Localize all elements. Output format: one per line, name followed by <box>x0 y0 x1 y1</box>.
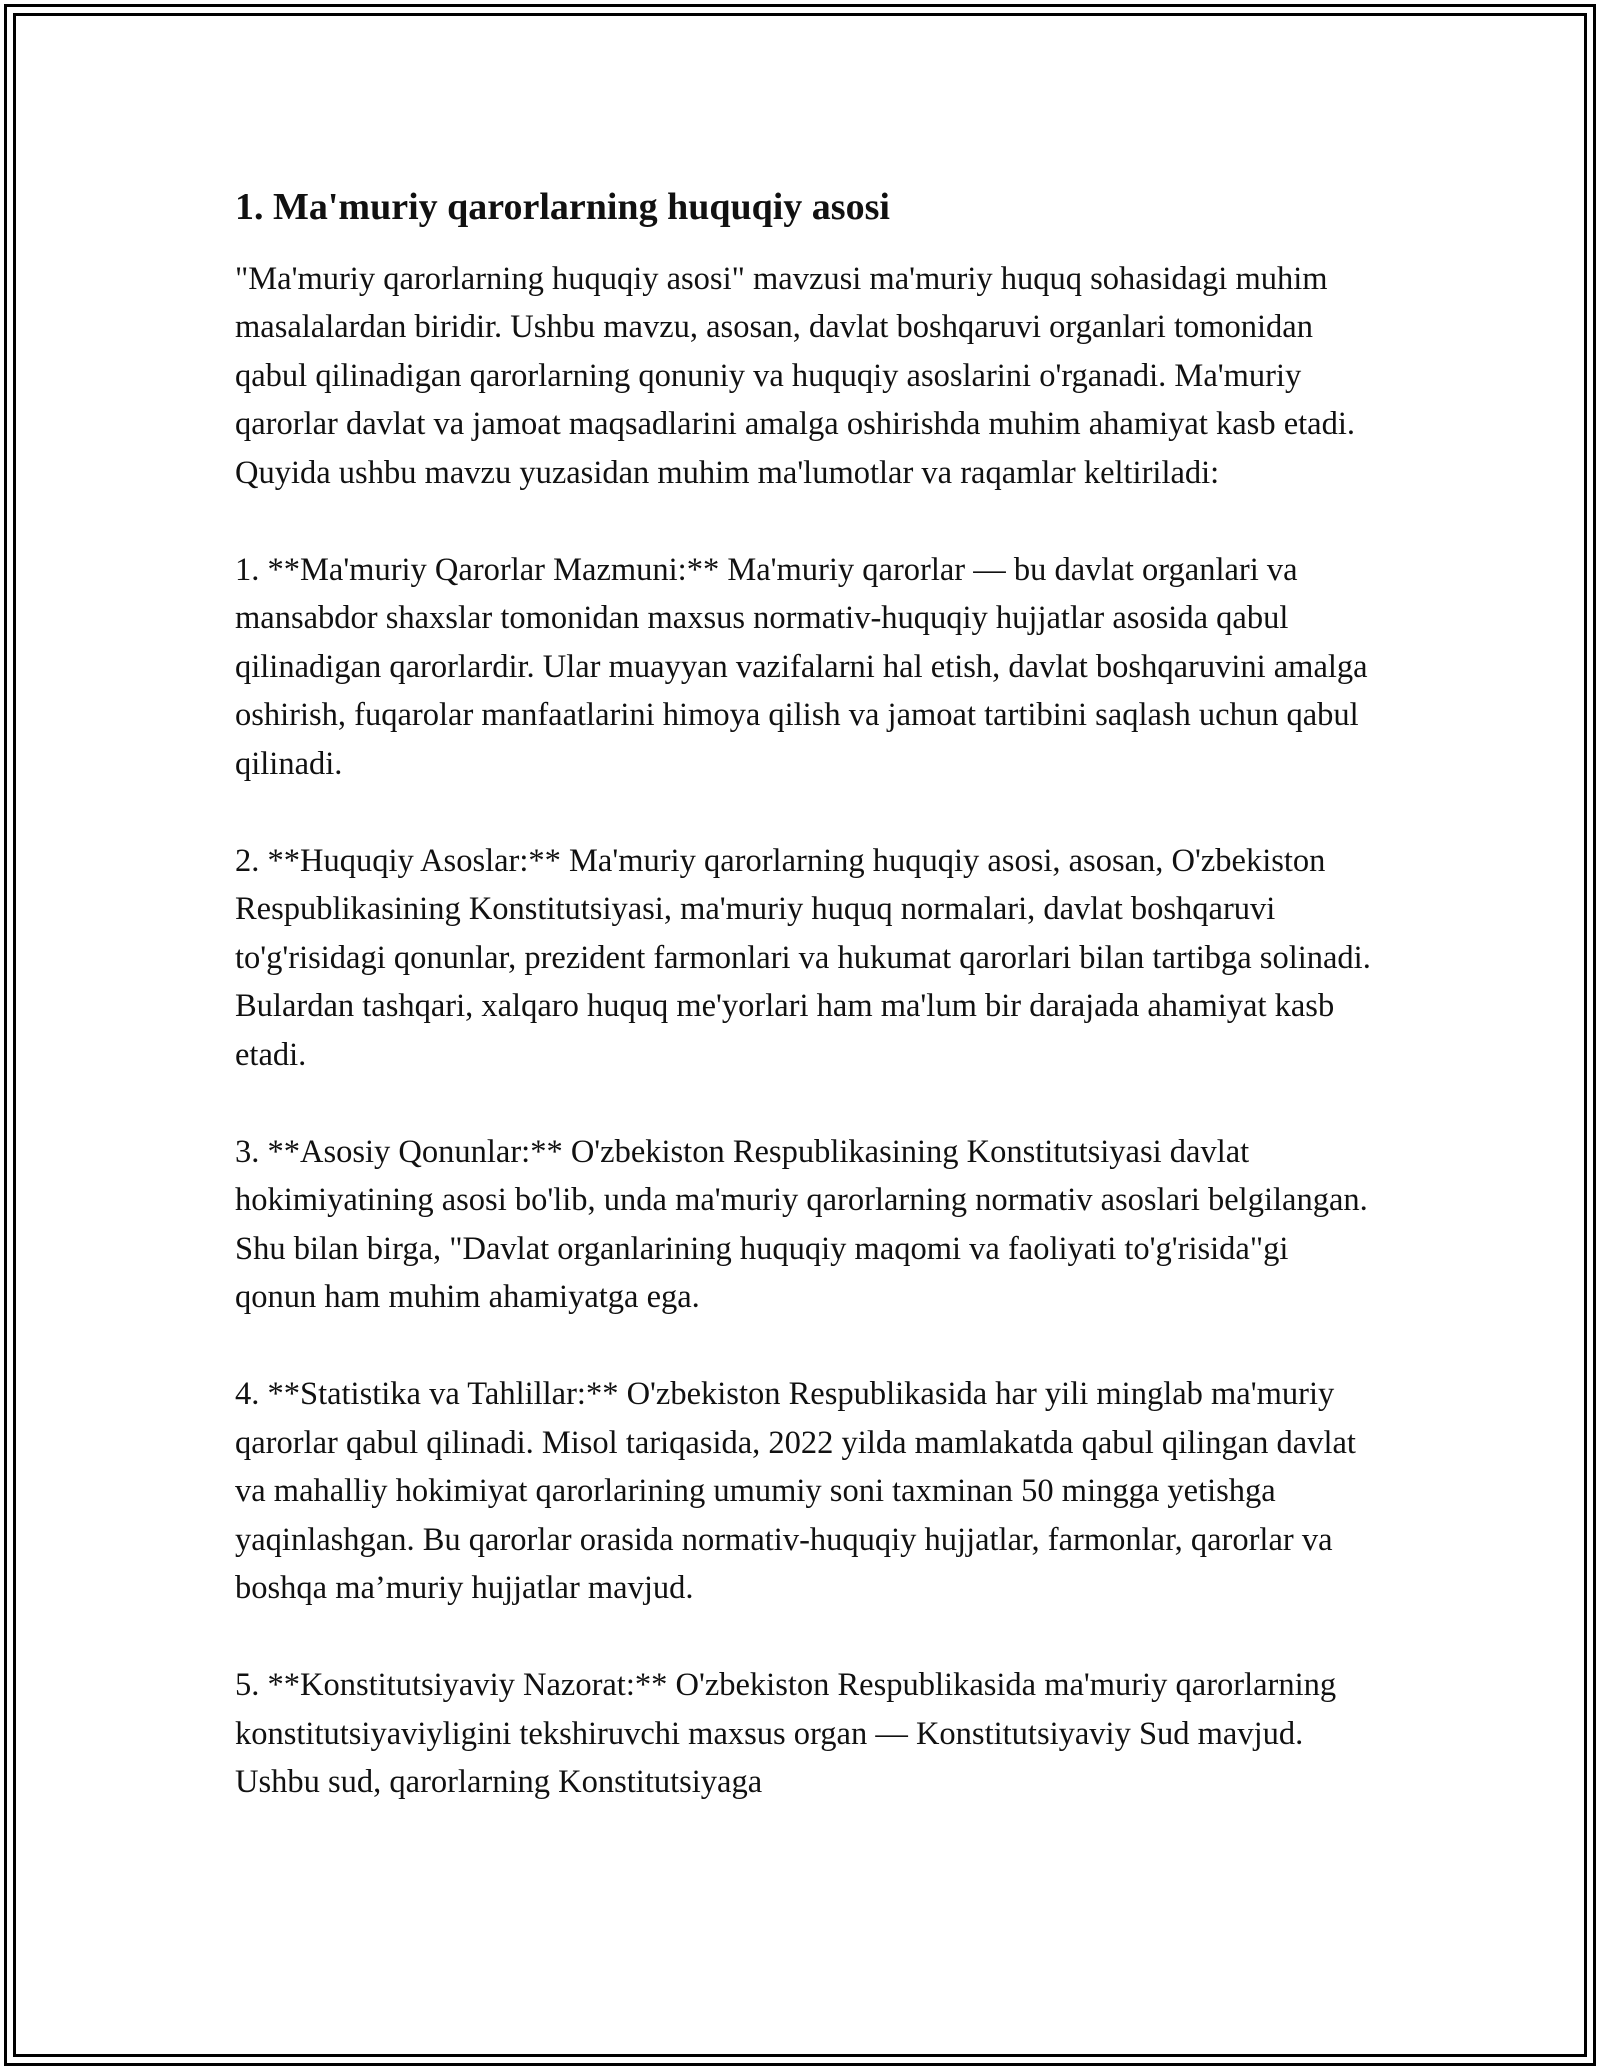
list-item-1: 1. **Ma'muriy Qarorlar Mazmuni:** Ma'muriy qarorlar — bu davlat organlari va mansabdor shaxslar tomonidan maxsus normativ-huquqiy hujjatlar asosida qabul qilinadigan qarorlardir. Ular muayyan vazifalarni hal etish, davlat boshqaruvini amalga oshirish, fuqarolar manfaatlarini himoya qilish va jamoat tartibini saqlash uchun qabul qilinadi. <box>235 551 1368 782</box>
list-item-2: 2. **Huquqiy Asoslar:** Ma'muriy qarorlarning huquqiy asosi, asosan, O'zbekiston Respublikasining Konstitutsiyasi, ma'muriy huquq normalari, davlat boshqaruvi to'g'risidagi qonunlar, prezident farmonlari va hukumat qarorlari bilan tartibga solinadi. Bulardan tashqari, xalqaro huquq me'yorlari ham ma'lum bir darajada ahamiyat kasb etadi. <box>235 842 1371 1073</box>
list-item-5: 5. **Konstitutsiyaviy Nazorat:** O'zbekiston Respublikasida ma'muriy qarorlarning konstitutsiyaviyligini tekshiruvchi maxsus organ — Konstitutsiyaviy Sud mavjud. Ushbu sud, qarorlarning Konstitutsiyaga <box>235 1667 1337 1801</box>
intro-paragraph: "Ma'muriy qarorlarning huquqiy asosi" mavzusi ma'muriy huquq sohasidagi muhim masalalardan biridir. Ushbu mavzu, asosan, davlat boshqaruvi organlari tomonidan qabul qilinadigan qarorlarning qonuniy va huquqiy asoslarini o'rganadi. Ma'muriy qarorlar davlat va jamoat maqsadlarini amalga oshirishda muhim ahamiyat kasb etadi. Quyida ushbu mavzu yuzasidan muhim ma'lumotlar va raqamlar keltiriladi: <box>235 260 1355 491</box>
document-body <box>235 185 1375 1855</box>
section-heading: 1. Ma'muriy qarorlarning huquqiy asosi <box>235 186 890 228</box>
list-item-3: 3. **Asosiy Qonunlar:** O'zbekiston Respublikasining Konstitutsiyasi davlat hokimiyatining asosi bo'lib, unda ma'muriy qarorlarning normativ asoslari belgilangan. Shu bilan birga, "Davlat organlarining huquqiy maqomi va faoliyati to'g'risida"gi qonun ham muhim ahamiyatga ega. <box>235 1133 1368 1316</box>
list-item-4: 4. **Statistika va Tahlillar:** O'zbekiston Respublikasida har yili minglab ma'muriy qarorlar qabul qilinadi. Misol tariqasida, 2022 yilda mamlakatda qabul qilingan davlat va mahalliy hokimiyat qarorlarining umumiy soni taxminan 50 mingga yetishga yaqinlashgan. Bu qarorlar orasida normativ-huquqiy hujjatlar, farmonlar, qarorlar va boshqa ma’muriy hujjatlar mavjud. <box>235 1376 1356 1607</box>
